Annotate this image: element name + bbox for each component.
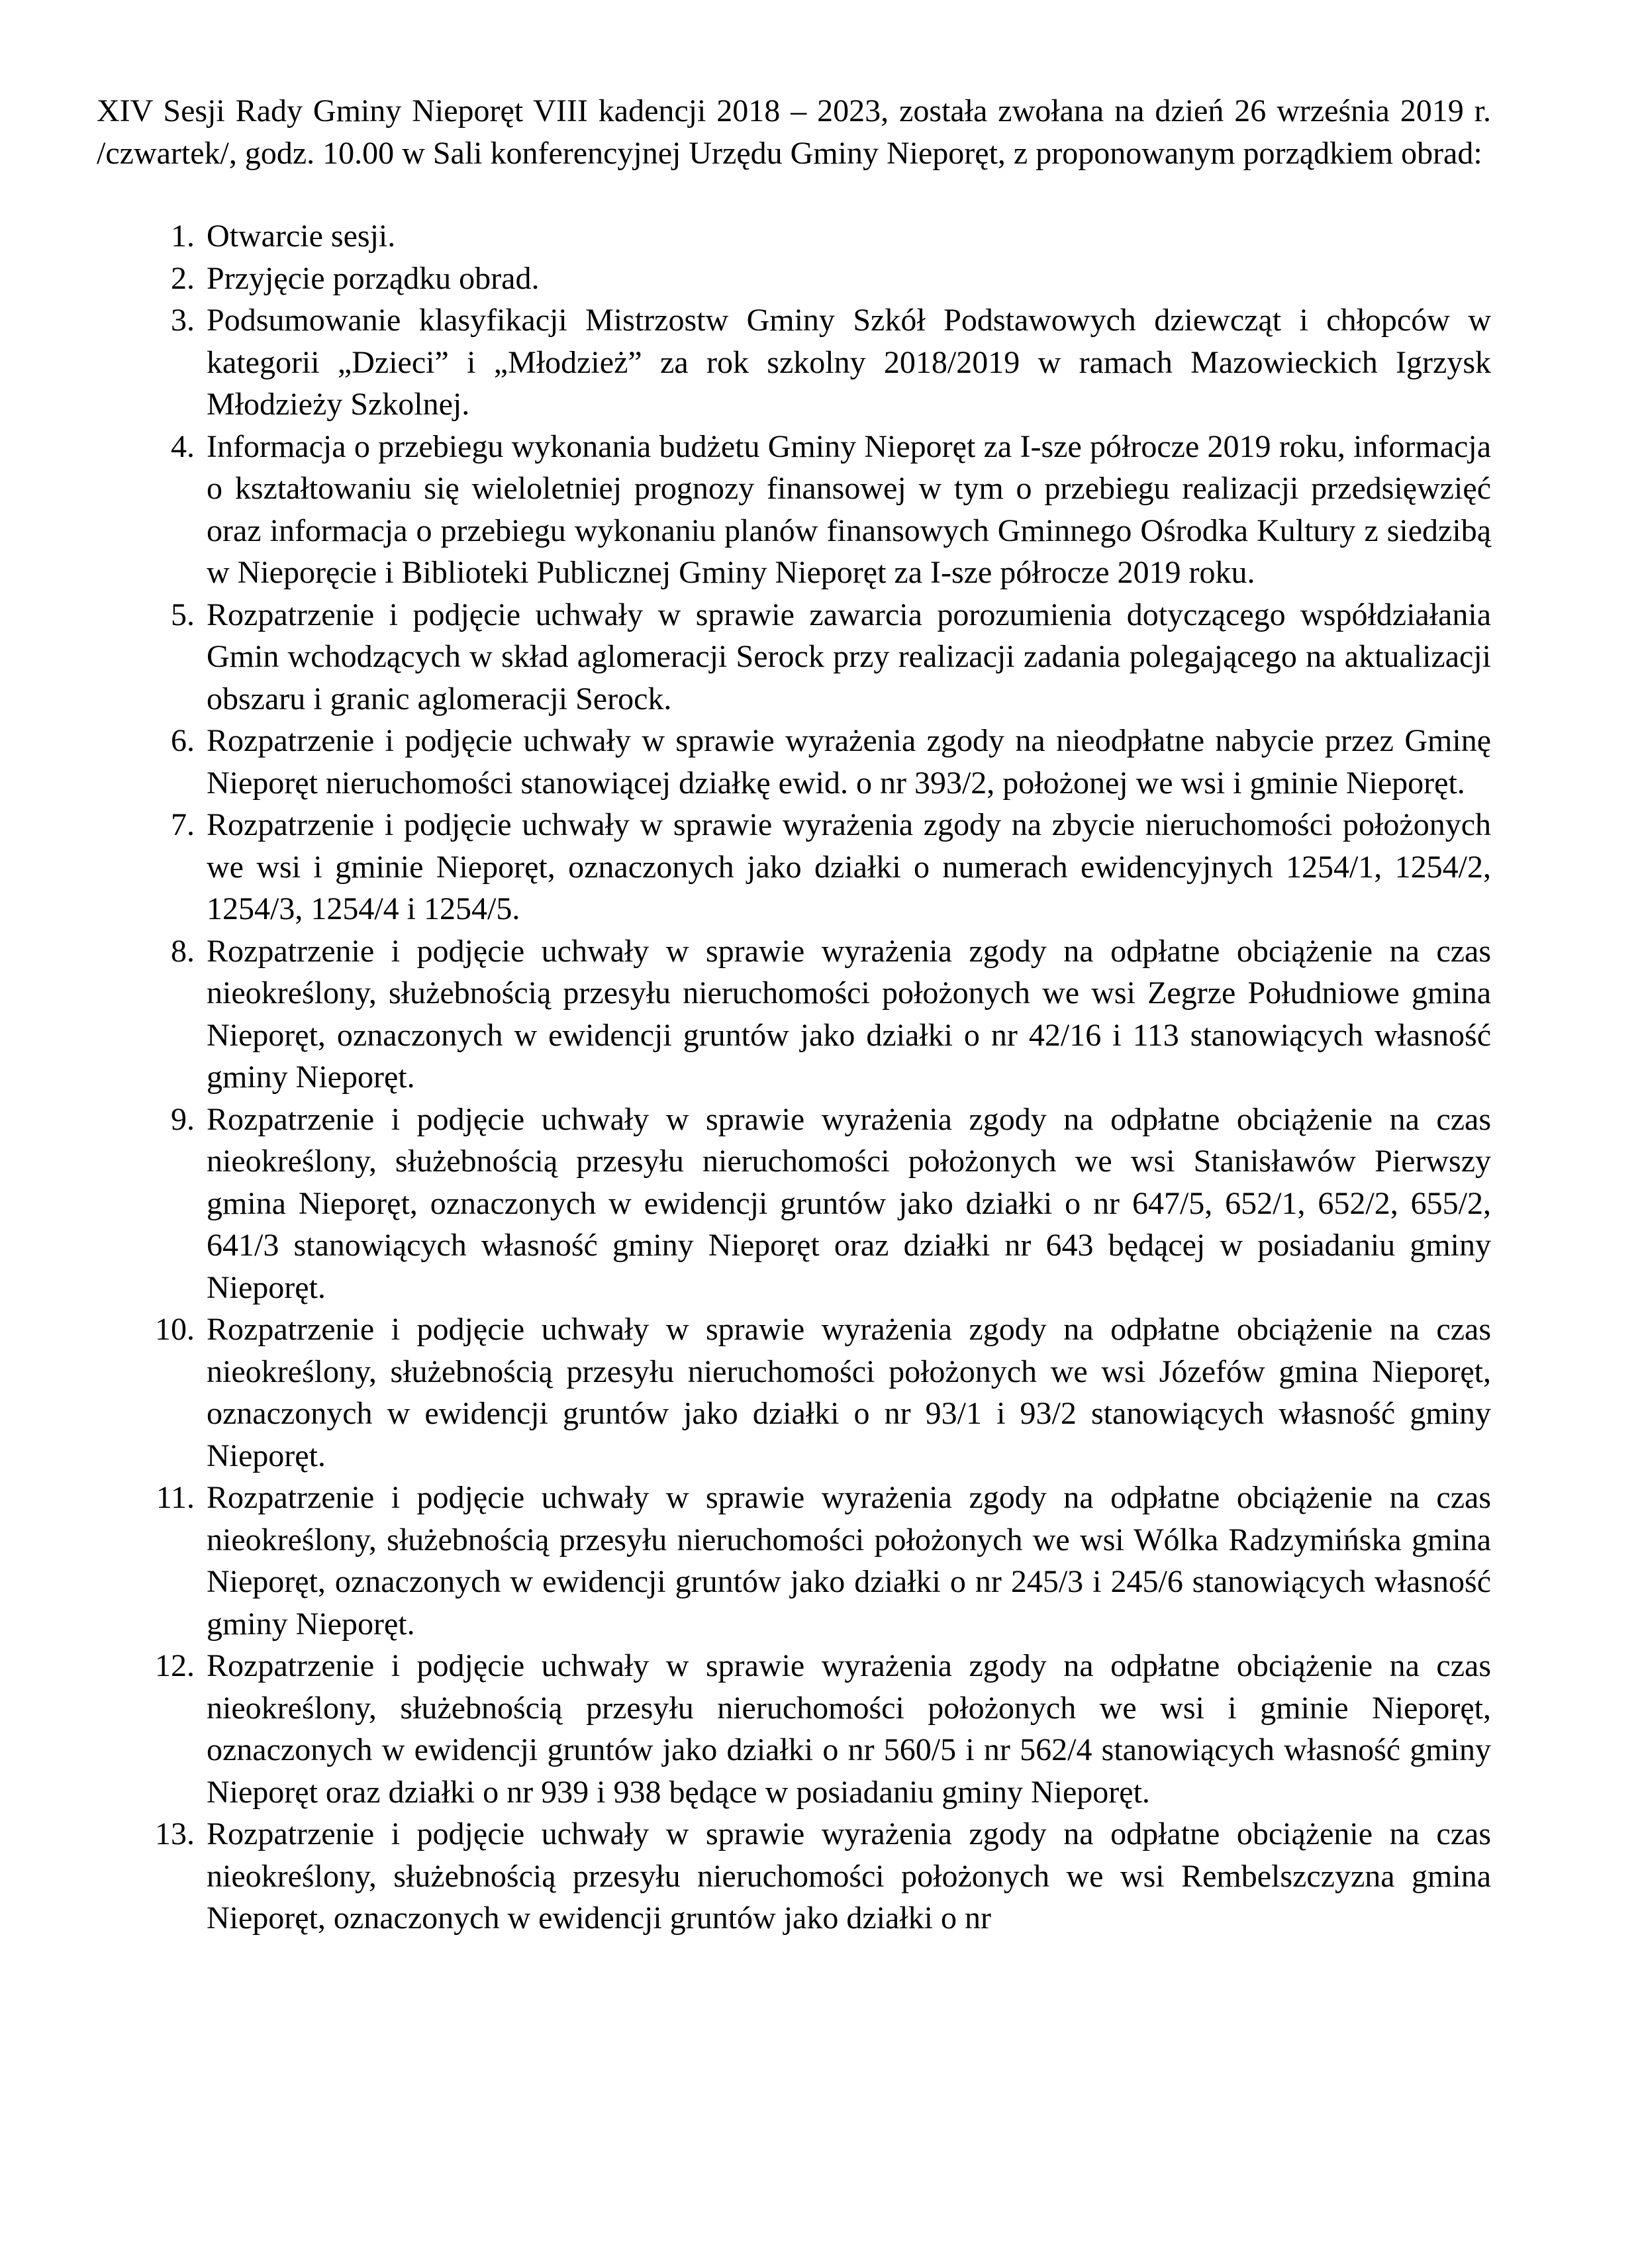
agenda-item-number: 9. — [171, 1101, 195, 1137]
document-body — [97, 90, 1491, 1940]
agenda-item-text: Rozpatrzenie i podjęcie uchwały w sprawie wyrażenia zgody na odpłatne obciążenie na czas nieokreślony, służebnością przesyłu nieruchomości położonych we wsi Wólka Radzymińska gmina Nieporęt, oznaczonych w ewidencji gruntów jako działki o nr 245/3 i 245/6 stanowiących własność gminy Nieporęt. — [207, 1480, 1491, 1642]
agenda-item — [97, 258, 1491, 300]
agenda-item-number: 11. — [156, 1480, 195, 1515]
agenda-item — [97, 215, 1491, 258]
agenda-item — [97, 1099, 1491, 1309]
intro-paragraph: XIV Sesji Rady Gminy Nieporęt VIII kadencji 2018 – 2023, została zwołana na dzień 26 września 2019 r. /czwartek/, godz. 10.00 w Sali konferencyjnej Urzędu Gminy Nieporęt, z proponowanym porządkiem obrad: — [97, 93, 1491, 171]
agenda-item-number: 4. — [171, 428, 195, 464]
agenda-item-number: 6. — [171, 723, 195, 758]
agenda-item-number: 7. — [171, 807, 195, 842]
agenda-item-number: 5. — [171, 597, 195, 632]
agenda-item — [97, 594, 1491, 720]
agenda-item-number: 1. — [171, 219, 195, 254]
agenda-list — [97, 215, 1491, 1940]
agenda-item-number: 10. — [155, 1312, 195, 1347]
agenda-item — [97, 426, 1491, 594]
agenda-item-text: Podsumowanie klasyfikacji Mistrzostw Gminy Szkół Podstawowych dziewcząt i chłopców w kategorii „Dzieci” i „Młodzież” za rok szkolny 2018/2019 w ramach Mazowieckich Igrzysk Młodzieży Szkolnej. — [207, 303, 1491, 422]
agenda-item — [97, 930, 1491, 1099]
agenda-item — [97, 1477, 1491, 1645]
agenda-item-text: Rozpatrzenie i podjęcie uchwały w sprawie wyrażenia zgody na odpłatne obciążenie na czas nieokreślony, służebnością przesyłu nieruchomości położonych we wsi Stanisławów Pierwszy gmina Nieporęt, oznaczonych w ewidencji gruntów jako działki o nr 647/5, 652/1, 652/2, 655/2, 641/3 stanowiących własność gminy Nieporęt oraz działki nr 643 będącej w posiadaniu gminy Nieporęt. — [207, 1101, 1491, 1305]
agenda-item-number: 3. — [171, 303, 195, 338]
agenda-item-text: Rozpatrzenie i podjęcie uchwały w sprawie wyrażenia zgody na nieodpłatne nabycie przez Gminę Nieporęt nieruchomości stanowiącej działkę ewid. o nr 393/2, położonej we wsi i gminie Nieporęt. — [207, 723, 1491, 801]
agenda-item — [97, 1813, 1491, 1940]
agenda-item-text: Otwarcie sesji. — [207, 219, 396, 254]
agenda-item-number: 13. — [155, 1816, 195, 1851]
agenda-item-text: Rozpatrzenie i podjęcie uchwały w sprawie wyrażenia zgody na odpłatne obciążenie na czas nieokreślony, służebnością przesyłu nieruchomości położonych we wsi Zegrze Południowe gmina Nieporęt, oznaczonych w ewidencji gruntów jako działki o nr 42/16 i 113 stanowiących własność gminy Nieporęt. — [207, 933, 1491, 1095]
agenda-item — [97, 804, 1491, 930]
agenda-item-text: Rozpatrzenie i podjęcie uchwały w sprawie zawarcia porozumienia dotyczącego współdziałania Gmin wchodzących w skład aglomeracji Serock przy realizacji zadania polegającego na aktualizacji obszaru i granic aglomeracji Serock. — [207, 597, 1491, 716]
agenda-item-text: Informacja o przebiegu wykonania budżetu Gminy Nieporęt za I-sze półrocze 2019 roku, informacja o kształtowaniu się wieloletniej prognozy finansowej w tym o przebiegu realizacji przedsięwzięć oraz informacja o przebiegu wykonaniu planów finansowych Gminnego Ośrodka Kultury z siedzibą w Nieporęcie i Biblioteki Publicznej Gminy Nieporęt za I-sze półrocze 2019 roku. — [207, 428, 1491, 590]
agenda-item-text: Rozpatrzenie i podjęcie uchwały w sprawie wyrażenia zgody na odpłatne obciążenie na czas nieokreślony, służebnością przesyłu nieruchomości położonych we wsi Józefów gmina Nieporęt, oznaczonych w ewidencji gruntów jako działki o nr 93/1 i 93/2 stanowiących własność gminy Nieporęt. — [207, 1312, 1491, 1473]
agenda-item-text: Rozpatrzenie i podjęcie uchwały w sprawie wyrażenia zgody na odpłatne obciążenie na czas nieokreślony, służebnością przesyłu nieruchomości położonych we wsi Rembelszczyzna gmina Nieporęt, oznaczonych w ewidencji gruntów jako działki o nr — [207, 1816, 1491, 1936]
agenda-item — [97, 1645, 1491, 1813]
agenda-item-text: Rozpatrzenie i podjęcie uchwały w sprawie wyrażenia zgody na zbycie nieruchomości położonych we wsi i gminie Nieporęt, oznaczonych jako działki o numerach ewidencyjnych 1254/1, 1254/2, 1254/3, 1254/4 i 1254/5. — [207, 807, 1491, 926]
agenda-item — [97, 1308, 1491, 1477]
agenda-item-number: 12. — [155, 1648, 195, 1683]
agenda-item-number: 2. — [171, 260, 195, 296]
agenda-item — [97, 720, 1491, 804]
agenda-item-text: Rozpatrzenie i podjęcie uchwały w sprawie wyrażenia zgody na odpłatne obciążenie na czas nieokreślony, służebnością przesyłu nieruchomości położonych we wsi i gminie Nieporęt, oznaczonych w ewidencji gruntów jako działki o nr 560/5 i nr 562/4 stanowiących własność gminy Nieporęt oraz działki o nr 939 i 938 będące w posiadaniu gminy Nieporęt. — [207, 1648, 1491, 1810]
agenda-item-text: Przyjęcie porządku obrad. — [207, 260, 540, 296]
agenda-item-number: 8. — [171, 933, 195, 969]
agenda-item — [97, 299, 1491, 426]
